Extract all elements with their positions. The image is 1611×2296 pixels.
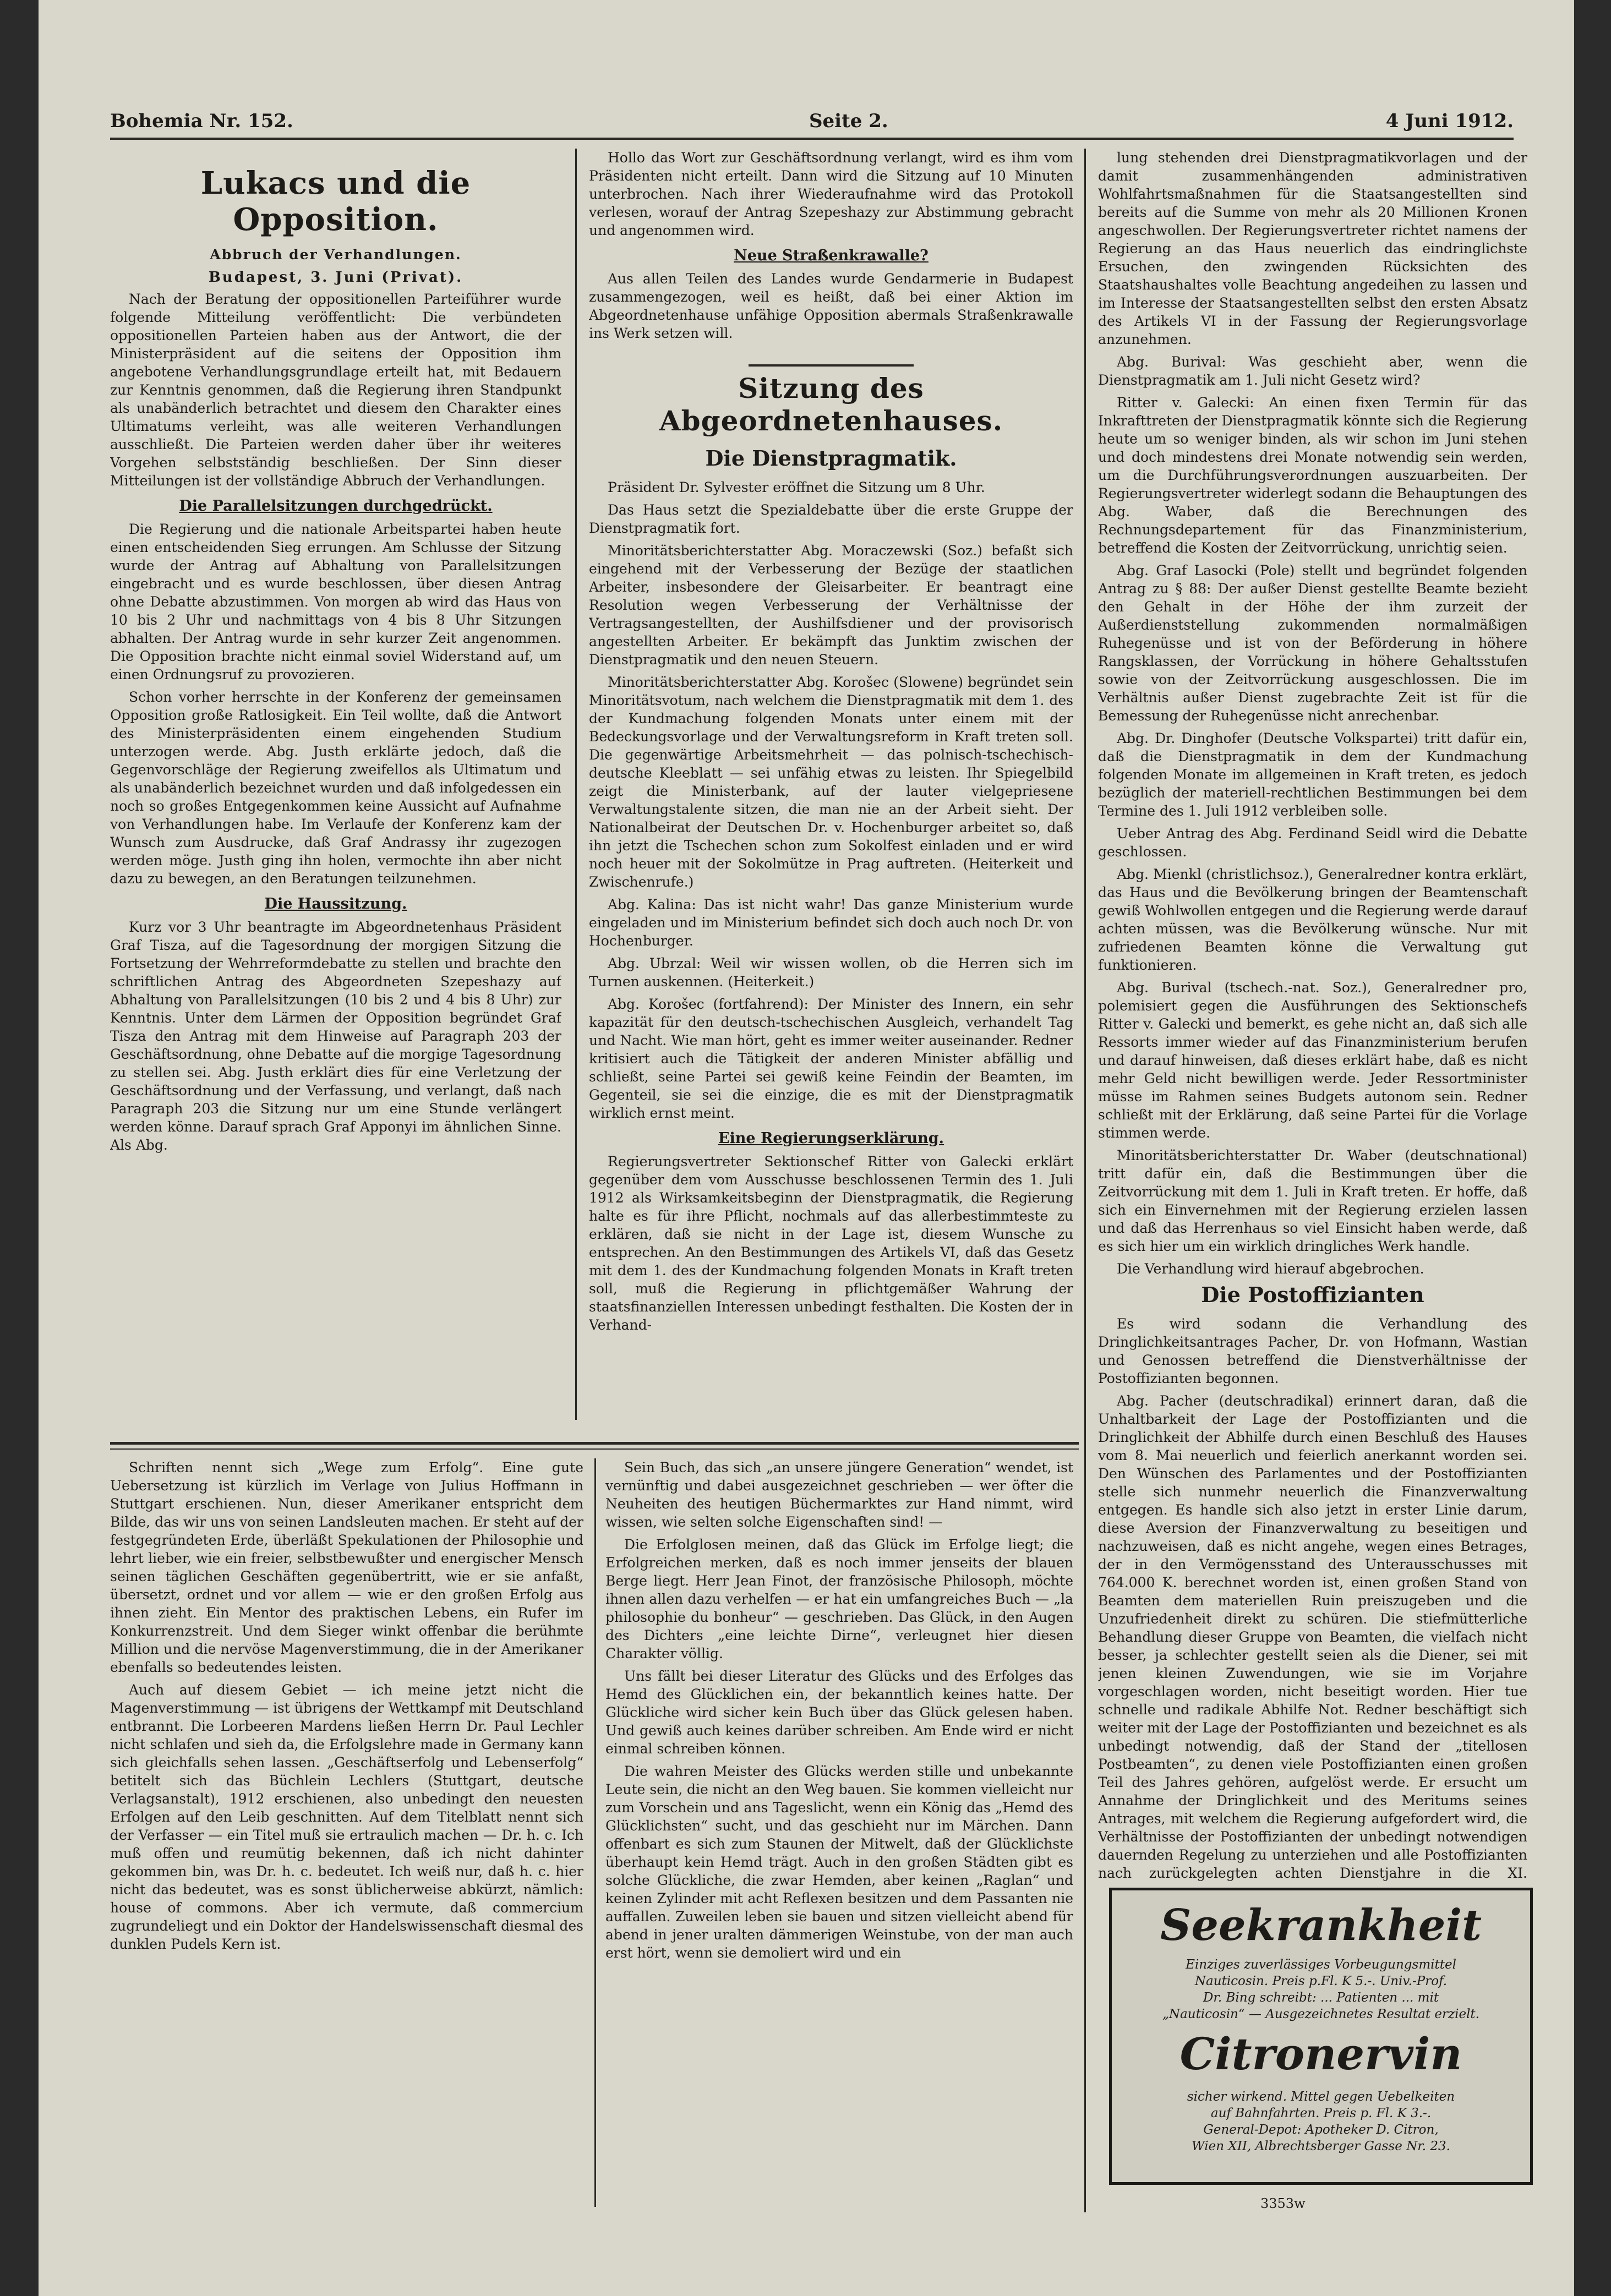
paragraph: Abg. Kalina: Das ist nicht wahr! Das ganze Ministerium wurde eingeladen und im Ministerium befindet sich doch auch noch Dr. von Hochenburger.	[589, 896, 1073, 949]
paragraph: Minoritätsberichterstatter Abg. Korošec (Slowene) begründet sein Minoritätsvotum, nach welchem die Dienstpragmatik mit dem 1. des der Kundmachung folgenden Monats unter einem mit der Bedeckungsvorlage und der Verwaltungsreform in Kraft treten soll. Die gegenwärtige Arbeitsmehrheit — das polnisch-tschechisch-deutsche Kleeblatt — sei unfähig etwas zu leisten. Ihr Spiegelbild zeigt die Ministerbank, auf der lauter vielgepriesene Verwaltungstalente sitzen, die man nie an der Arbeit sieht. Der Nationalbeirat der Deutschen Dr. v. Hochenburger arbeitet so, daß ihn jetzt die Tschechen schon zum Sokolfest einladen und er wird noch heuer mit der Sokolmütze in Prag auftreten. (Heiterkeit und Zwischenrufe.)	[589, 674, 1073, 890]
ad-text: Nauticosin. Preis p.Fl. K 5.-. Univ.-Prof.	[1194, 1974, 1448, 1988]
feuilleton-left	[110, 1458, 583, 2207]
paragraph: Die wahren Meister des Glücks werden stille und unbekannte Leute sein, die nicht an den Weg bauen. Sie kommen vielleicht nur zum Vorschein und ans Tageslicht, wenn ein König das „Hemd des Glücklichsten“ sucht, und das geschieht nur im Märchen. Dann offenbart es sich zum Staunen der Mitwelt, daß der Glücklichste überhaupt kein Hemd trägt. Auch in den großen Städten gibt es solche Glückliche, die zwar Hemden, aber keinen „Raglan“ und keinen Zylinder mit acht Reflexen besitzen und dem Passanten nie auffallen. Zuweilen leben sie bauen und sitzen vielleicht abend für abend in jener uralten dämmerigen Weinstube, von der man auch erst hört, wenn sie demoliert wird und ein	[605, 1763, 1073, 1961]
paragraph: Die Erfolglosen meinen, daß das Glück im Erfolge liegt; die Erfolgreichen merken, daß es noch immer jenseits der blauen Berge liegt. Herr Jean Finot, der französische Philosoph, möchte ihnen allen dazu verhelfen — er hat ein umfangreiches Buch — „la philosophie du bonheur“ — geschrieben. Das Glück, in den Augen des Dichters „eine leichte Dirne“, verleugnet hier diesen Charakter völlig.	[605, 1537, 1073, 1661]
paragraph: Ritter v. Galecki: An einen fixen Termin für das Inkrafttreten der Dienstpragmatik könnte sich die Regierung heute um so weniger binden, als wir schon im Juni stehen und doch mindestens drei Monate notwendig sein werden, um die Durchführungsverordnungen auszuarbeiten. Der Regierungsvertreter widerlegt sodann die Behauptungen des Abg. Waber, daß die Berechnungen des Rechnungsdepartement für das Finanzministerium, betreffend die Kosten der Zeitvorrückung, unrichtig seien.	[1098, 395, 1527, 556]
ad-text: General-Depot: Apotheker D. Citron,	[1203, 2123, 1439, 2137]
section-heading: Eine Regierungserklärung.	[718, 1130, 944, 1147]
paragraph: Es wird sodann die Verhandlung des Dringlichkeitsantrages Pacher, Dr. von Hofmann, Wastian und Genossen betreffend die Dienstverhältnisse der Postoffizianten begonnen.	[1098, 1316, 1527, 1386]
column-divider	[575, 149, 577, 1420]
header-paper-name: Bohemia Nr. 152.	[110, 110, 293, 132]
paragraph: Minoritätsberichterstatter Dr. Waber (deutschnational) tritt dafür ein, daß die Bestimmungen über die Zeitvorrückung mit dem 1. Juli in Kraft treten. Er hoffe, daß sich ein Einvernehmen mit der Regierung erzielen lassen und daß das Herrenhaus so viel Einsicht haben werde, daß es sich hier um ein wirklich dringliches Werk handle.	[1098, 1147, 1527, 1254]
ad-text: Wien XII, Albrechtsberger Gasse Nr. 23.	[1192, 2139, 1450, 2153]
paragraph: Abg. Mienkl (christlichsoz.), Generalredner kontra erklärt, das Haus und die Bevölkerung bringen der Beamtenschaft gewiß Wohlwollen entgegen und die Regierung werde darauf achten müssen, was die Bevölkerung wünsche. Nur mit zufriedenen Beamten könne die Verwaltung gut funktionieren.	[1098, 866, 1527, 973]
paragraph: Abg. Burival: Was geschieht aber, wenn die Dienstpragmatik am 1. Juli nicht Gesetz wird?	[1098, 354, 1527, 388]
ad-code: 3353w	[1260, 2196, 1306, 2211]
paragraph: lung stehenden drei Dienstpragmatikvorlagen und der damit zusammenhängenden administrativen Wohlfahrtsmaßnahmen für die Staatsangestellten sind bereits auf die Summe von mehr als 20 Millionen Kronen angeschwollen. Der Regierungsvertreter richtet namens der Regierung an das Haus neuerlich das eindringlichste Ersuchen, den zwingenden Rücksichten des Staatshaushaltes volle Beachtung angedeihen zu lassen und im Interesse der Staatsangestellten selbst den ersten Absatz des Artikels VI in der Fassung der Regierungsvorlage anzunehmen.	[1098, 150, 1527, 347]
paragraph: Die Regierung und die nationale Arbeitspartei haben heute einen entscheidenden Sieg errungen. Am Schlusse der Sitzung wurde der Antrag auf Abhaltung von Parallelsitzungen eingebracht und es wurde beschlossen, über diesen Antrag ohne Debatte abzustimmen. Von morgen ab wird das Haus von 10 bis 2 Uhr und nachmittags von 4 bis 8 Uhr Sitzungen abhalten. Der Antrag wurde in sehr kurzer Zeit angenommen. Die Opposition brachte nicht einmal soviel Widerstand auf, um einen Ordnungsruf zu provozieren.	[110, 521, 561, 682]
paragraph: Kurz vor 3 Uhr beantragte im Abgeordnetenhaus Präsident Graf Tisza, auf die Tagesordnung der morgigen Sitzung die Fortsetzung der Wehrreformdebatte zu stellen und brachte den schriftlichen Antrag des Abgeordneten Szepeshazy auf Abhaltung von Parallelsitzungen (10 bis 2 und 4 bis 8 Uhr) zur Kenntnis. Unter dem Lärmen der Opposition begründet Graf Tisza den Antrag mit dem Hinweise auf Paragraph 203 der Geschäftsordnung, ohne Debatte auf die morgige Tagesordnung zu stellen sei. Abg. Justh erklärt dies für eine Verletzung der Geschäftsordnung und der Verfassung, und verlangt, daß nach Paragraph 203 die Sitzung nur um eine Stunde verlängert werden könne. Darauf sprach Graf Apponyi im ähnlichen Sinne. Als Abg.	[110, 919, 561, 1153]
article-subtitle-postoffizianten: Die Postoffizianten	[1201, 1282, 1424, 1307]
article-kicker: Abbruch der Verhandlungen.	[210, 247, 462, 263]
column-lukacs	[110, 160, 561, 1425]
divider	[749, 364, 914, 367]
section-heading: Die Haussitzung.	[264, 895, 407, 912]
ad-text: „Nauticosin“ — Ausgezeichnetes Resultat erzielt.	[1162, 2007, 1479, 2021]
paragraph: Abg. Ubrzal: Weil wir wissen wollen, ob die Herren sich im Turnen auskennen. (Heiterkeit.)	[589, 955, 1073, 990]
paragraph: Abg. Burival (tschech.-nat. Soz.), Generalredner pro, polemisiert gegen die Ausführungen des Sektionschefs Ritter v. Galecki und bemerkt, es gehe nicht an, daß sich alle Ressorts immer wieder auf das Finanzministerium berufen und darauf hinweisen, daß dieses erklärt habe, daß es nicht mehr Geld nicht bewilligen werde. Jeder Ressortminister müsse im Rahmen seines Budgets autonom sein. Redner schließt mit der Erklärung, daß seine Partei für die Vorlage stimmen werde.	[1098, 980, 1527, 1141]
ad-headline: Seekrankheit	[1160, 1900, 1482, 1950]
paragraph: Präsident Dr. Sylvester eröffnet die Sitzung um 8 Uhr.	[608, 479, 985, 495]
paragraph: Abg. Graf Lasocki (Pole) stellt und begründet folgenden Antrag zu § 88: Der außer Dienst gestellte Beamte bezieht den Gehalt in der Höhe der ihm zurzeit der Außerdienststellung zukommenden normalmäßigen Ruhegenüsse und ist von der Beförderung in höhere Rangsklassen, der Vorrückung in höhere Gehaltsstufen sowie von der Zeitvorrückung ausgeschlossen. Die im Verhältnis außer Dienst zugebrachte Zeit ist für die Bemessung der Ruhegenüsse nicht anrechenbar.	[1098, 562, 1527, 724]
paragraph: Abg. Pacher (deutschradikal) erinnert daran, daß die Unhaltbarkeit der Lage der Postoffizianten und die Dringlichkeit der Abhilfe durch einen Beschluß des Hauses vom 8. Mai neuerlich und feierlich anerkannt worden sei. Den Wünschen des Parlamentes und der Postoffizianten stelle sich nunmehr neuerlich die Finanzverwaltung entgegen. Es handle sich also jetzt in erster Linie darum, diese Aversion der Finanzverwaltung zu beseitigen und nachzuweisen, daß es nicht angehe, wegen eines Betrages, der in den Vermögensstand des Unterausschusses mit 764.000 K. berechnet worden ist, einen großen Stand von Beamten dem materiellen Ruin preiszugeben und die Unzufriedenheit direkt zu schüren. Die stiefmütterliche Behandlung dieser Gruppe von Beamten, die vielfach nicht besser, ja schlechter gestellt seien als die Diener, sei mit jenen kleinen Zuwendungen, wie sie im Vorjahre vorgeschlagen worden, nicht beseitigt worden. Hier tue schnelle und radikale Abhilfe Not. Redner beschäftigt sich weiter mit der Lage der Postoffizianten und bezeichnet es als unbedingt notwendig, daß der Stand der „titellosen Postbeamten“, zu denen viele Postoffizianten einen großen Teil des Jahres gehören, aufgelöst werde. Er ersucht um Annahme der Dringlichkeit und des Meritums seines Antrages, mit welchem die Regierung aufgefordert wird, die Verhältnisse der Postoffizianten der unbedingt notwendigen dauernden Regelung zu unterziehen und alle Postoffizianten nach zurückgelegten achten Dienstjahre in die XI.	[1098, 1393, 1527, 1881]
ad-text: Dr. Bing schreibt: ... Patienten ... mit	[1203, 1991, 1439, 2005]
article-subtitle: Die Dienstpragmatik.	[705, 446, 957, 471]
paragraph: Aus allen Teilen des Landes wurde Gendarmerie in Budapest zusammengezogen, weil es heißt, daß bei einer Aktion im Abgeordnetenhause unfähige Opposition abermals Straßenkrawalle ins Werk setzen will.	[589, 271, 1073, 341]
column-right	[1098, 149, 1527, 1882]
header-page-number: Seite 2.	[809, 110, 888, 132]
paragraph: Schriften nennt sich „Wege zum Erfolg“. Eine gute Uebersetzung ist kürzlich im Verlage von Julius Hoffmann in Stuttgart erschienen. Nun, dieser Amerikaner entspricht dem Bilde, das wir uns von seinen Landsleuten machen. Er steht auf der festgegründeten Erde, überläßt Spekulationen der Philosophie und lehrt lieber, wie ein freier, selbstbewußter und energischer Mensch seinen täglichen Geschäften gegenübertritt, wie er sie anfaßt, übersetzt, ordnet und vor allem — wie er den großen Erfolg aus ihnen zieht. Ein Mentor des praktischen Lebens, ein Rufer im Konkurrenzstreit. Und dem Sieger winkt offenbar die berühmte Million und die nervöse Magenverstimmung, die in der Amerikaner ebenfalls so bedeutendes leisten.	[110, 1459, 583, 1675]
paragraph: Abg. Korošec (fortfahrend): Der Minister des Innern, ein sehr kapazität für den deutsch-tschechischen Ausgleich, verhandelt Tag und Nacht. Wie man hört, geht es immer weiter auseinander. Redner kritisiert auch die Tätigkeit der anderen Minister abfällig und schließt, seine Partei sei gewiß keine Feindin der Beamten, im Gegenteil, sie sei die einzige, die es mit der Dienstpragmatik wirklich ernst meint.	[589, 996, 1073, 1121]
section-heading: Die Parallelsitzungen durchgedrückt.	[179, 498, 493, 515]
header-date: 4 Juni 1912.	[1385, 110, 1514, 132]
paragraph: Die Verhandlung wird hierauf abgebrochen.	[1117, 1261, 1424, 1277]
paragraph: Ueber Antrag des Abg. Ferdinand Seidl wird die Debatte geschlossen.	[1098, 826, 1527, 860]
paragraph: Sein Buch, das sich „an unsere jüngere Generation“ wendet, ist vernünftig und dabei ausgezeichnet geschrieben — wer öfter die Neuheiten des heutigen Büchermarktes zur Hand nimmt, wird wissen, wie selten solche Eigenschaften sind! —	[605, 1459, 1073, 1530]
paragraph: Hollo das Wort zur Geschäftsordnung verlangt, wird es ihm vom Präsidenten nicht erteilt. Dann wird die Sitzung auf 10 Minuten unterbrochen. Nach ihrer Wiederaufnahme wird das Protokoll verlesen, worauf der Antrag Szepeshazy zur Abstimmung gebracht und angenommen wird.	[589, 150, 1073, 238]
article-dateline: Budapest, 3. Juni (Privat).	[208, 269, 463, 286]
ad-text: sicher wirkend. Mittel gegen Uebelkeiten	[1187, 2090, 1455, 2104]
column-sitzung	[589, 149, 1073, 1420]
advertisement-seekrankheit	[1109, 1888, 1533, 2185]
paragraph: Abg. Dr. Dinghofer (Deutsche Volkspartei) tritt dafür ein, daß die Dienstpragmatik in dem der Kundmachung folgenden Monate im allgemeinen in Kraft treten, es jedoch bezüglich der materiell-rechtlichen Bestimmungen bei dem Termine des 1. Juli 1912 verbleiben solle.	[1098, 730, 1527, 819]
feuilleton-middle	[605, 1458, 1073, 2207]
article-title-lukacs: Lukacs und die Opposition.	[200, 165, 471, 238]
paragraph: Uns fällt bei dieser Literatur des Glücks und des Erfolges das Hemd des Glücklichen ein, der bekanntlich keines hatte. Der Glückliche wird sicher kein Buch über das Glück gelesen haben. Und gewiß auch keines darüber schreiben. Am Ende wird er nicht einmal schreiben können.	[605, 1668, 1073, 1757]
paragraph: Regierungsvertreter Sektionschef Ritter von Galecki erklärt gegenüber dem vom Ausschusse beschlossenen Termin des 1. Juli 1912 als Wirksamkeitsbeginn der Dienstpragmatik, die Regierung halte es für ihre Pflicht, nochmals auf das allerbestimmteste zu erklären, daß sie nicht in der Lage ist, diesem Wunsche zu entsprechen. An den Bestimmungen des Artikels VI, daß das Gesetz mit dem 1. des der Kundmachung folgenden Monats in Kraft treten soll, muß die Regierung in pflichtgemäßer Wahrung der staatsfinanziellen Interessen unbedingt festhalten. Die Kosten der in Verhand-	[589, 1154, 1073, 1333]
column-divider	[594, 1458, 596, 2207]
feuilleton-rule	[110, 1442, 1079, 1445]
paragraph: Das Haus setzt die Spezialdebatte über die erste Gruppe der Dienstpragmatik fort.	[589, 502, 1073, 536]
paragraph: Nach der Beratung der oppositionellen Parteiführer wurde folgende Mitteilung veröffentlicht: Die verbündeten oppositionellen Parteien haben aus der Antwort, die der Ministerpräsident auf die seitens der Opposition ihm angebotene Verhandlungsgrundlage erteilt hat, mit Bedauern zur Kenntnis genommen, daß die Regierung ihren Standpunkt als unabänderlich betrachtet und diesem den Charakter eines Ultimatums verleiht, was alle weiteren Verhandlungen ausschließt. Die Parteien werden daher über ihr weiteres Vorgehen selbstständig beschließen. Der Sinn dieser Mitteilungen ist der vollständige Abbruch der Verhandlungen.	[110, 291, 561, 489]
ad-product: Citronervin	[1179, 2028, 1462, 2080]
article-title-sitzung: Sitzung des Abgeordnetenhauses.	[659, 372, 1003, 437]
ad-text: auf Bahnfahrten. Preis p. Fl. K 3.-.	[1210, 2106, 1432, 2120]
ad-text: Einziges zuverlässiges Vorbeugungsmittel	[1186, 1958, 1456, 1972]
column-divider	[1084, 149, 1086, 2212]
section-heading: Neue Straßenkrawalle?	[734, 247, 929, 264]
newspaper-page	[39, 0, 1574, 2296]
feuilleton-rule-thin	[110, 1448, 1079, 1450]
paragraph: Schon vorher herrschte in der Konferenz der gemeinsamen Opposition große Ratlosigkeit. Ein Teil wollte, daß die Antwort des Ministerpräsidenten einem eingehenden Studium unterzogen werde. Abg. Justh erklärte jedoch, daß die Gegenvorschläge der Regierung zweifellos als Ultimatum und als unabänderlich bezeichnet wurden und daß infolgedessen ein noch so großes Entgegenkommen keine Aussicht auf Aufnahme von Verhandlungen habe. Im Verlaufe der Konferenz kam der Wunsch zum Ausdrucke, daß Graf Andrassy ihr zugezogen werden möge. Justh ging ihn holen, vermochte ihn aber nicht dazu zu bewegen, an den Beratungen teilzunehmen.	[110, 689, 561, 887]
paragraph: Minoritätsberichterstatter Abg. Moraczewski (Soz.) befaßt sich eingehend mit der Verbesserung der Bezüge der staatlichen Arbeiter, insbesondere der Gleisarbeiter. Er beantragt eine Resolution wegen Verbesserung der Verhältnisse der Vertragsangestellten, der Aushilfsdiener und der provisorisch angestellten Arbeiter. Er bekämpft das Junktim zwischen der Dienstpragmatik und den neuen Steuern.	[589, 543, 1073, 668]
header-rule	[110, 138, 1514, 140]
paragraph: Auch auf diesem Gebiet — ich meine jetzt nicht die Magenverstimmung — ist übrigens der Wettkampf mit Deutschland entbrannt. Die Lorbeeren Mardens ließen Herrn Dr. Paul Lechler nicht schlafen und sieh da, die Erfolgslehre made in Germany kann sich gleichfalls sehen lassen. „Geschäftserfolg und Lebenserfolg“ betitelt sich das Büchlein Lechlers (Stuttgart, deutsche Verlagsanstalt), 1912 erschienen, also unbedingt den neuesten Erfolgen auf den Leib geschnitten. Auf dem Titelblatt nennt sich der Verfasser — ein Titel muß sie ertraulich machen — Dr. h. c. Ich muß offen und reumütig bekennen, daß ich nicht dahinter gekommen bin, was Dr. h. c. bedeutet. Ich weiß nur, daß h. c. hier nicht das bedeutet, was es sonst üblicherweise abkürzt, nämlich: house of commons. Aber ich vermute, daß commercium zugrundeliegt und ein Doktor der Handelswissenschaft diesmal des dunklen Pudels Kern ist.	[110, 1682, 583, 1952]
